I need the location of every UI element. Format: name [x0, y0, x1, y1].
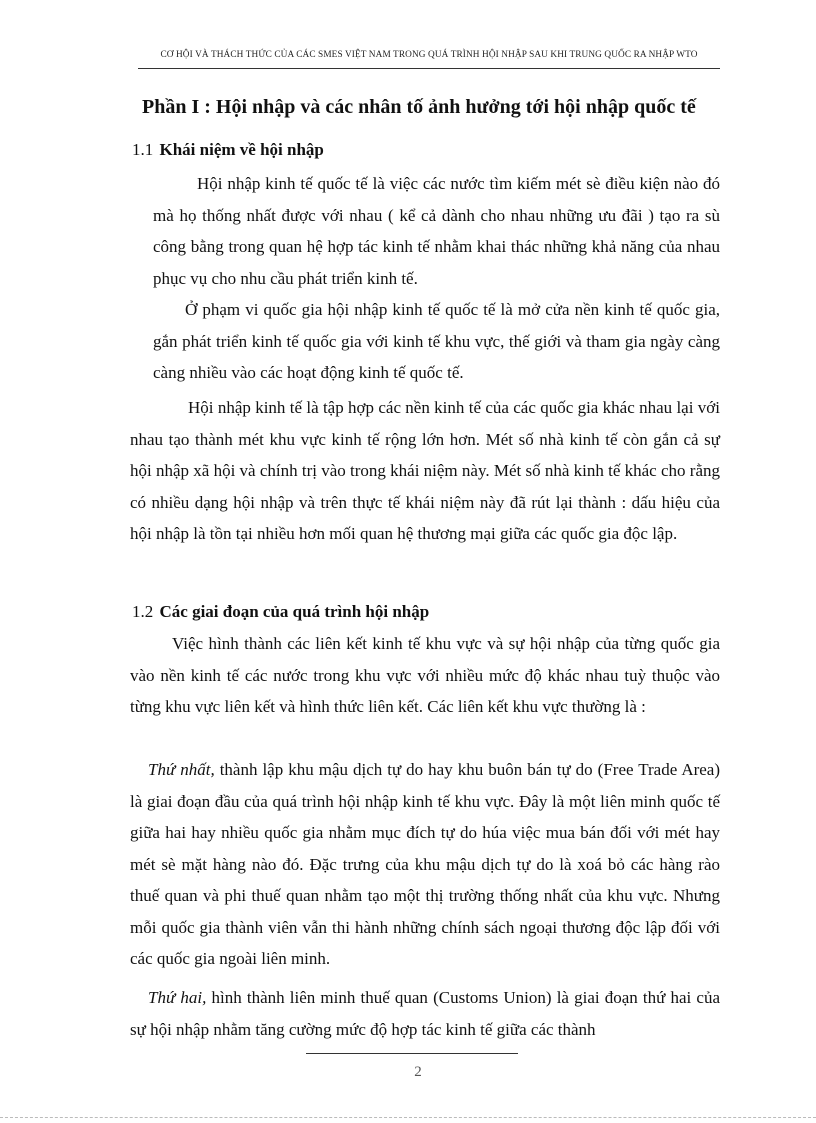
section-heading-1-1: [132, 140, 324, 160]
item-lead: Thứ hai,: [148, 988, 207, 1007]
section-number: 1.2: [132, 602, 154, 621]
footer-rule: [306, 1053, 518, 1054]
paragraph: [153, 294, 720, 389]
part-title: Phần I : Hội nhập và các nhân tố ảnh hưởng tới hội nhập quốc tế: [142, 96, 696, 118]
paragraph-text: Hội nhập kinh tế quốc tế là việc các nước tìm kiếm mét sè điều kiện nào đó mà họ thống nhất được với nhau ( kể cả dành cho nhau những ưu đãi ) tạo ra sù công bằng trong quan hệ hợp tác kinh tế nhằm khai thác những khả năng của nhau phục vụ cho nhu cầu phát triển kinh tế.: [153, 174, 720, 288]
paragraph-text: Hội nhập kinh tế là tập hợp các nền kinh tế của các quốc gia khác nhau lại với nhau tạo thành mét khu vực kinh tế rộng lớn hơn. Mét số nhà kinh tế còn gắn cả sự hội nhập xã hội và chính trị vào trong khái niệm này. Mét số nhà kinh tế khác cho rằng có nhiều dạng hội nhập và trên thực tế khái niệm này đã rút lại thành : dấu hiệu của hội nhập là tồn tại nhiều hơn mối quan hệ thương mại giữa các quốc gia độc lập.: [130, 398, 720, 543]
item-lead: Thứ nhất,: [148, 760, 215, 779]
page-bottom-border: [0, 1117, 816, 1118]
section-title: Các giai đoạn của quá trình hội nhập: [159, 602, 430, 621]
section-title: Khái niệm về hội nhập: [159, 140, 324, 159]
paragraph: [130, 628, 720, 723]
item-text: hình thành liên minh thuế quan (Customs Union) là giai đoạn thứ hai của sự hội nhập nhằm tăng cường mức độ hợp tác kinh tế giữa các thành: [130, 988, 720, 1039]
item-text: thành lập khu mậu dịch tự do hay khu buôn bán tự do (Free Trade Area) là giai đoạn đầu của quá trình hội nhập kinh tế khu vực. Đây là một liên minh quốc tế giữa hai hay nhiều quốc gia nhằm mục đích tự do húa việc mua bán đối với mét hay mét sè mặt hàng nào đó. Đặc trưng của khu mậu dịch tự do là xoá bỏ các hàng rào thuế quan và phi thuế quan nhằm tạo một thị trường thống nhất của khu vực. Nhưng mỗi quốc gia thành viên vẫn thi hành những chính sách ngoại thương độc lập đối với các quốc gia ngoài liên minh.: [130, 760, 721, 968]
paragraph: [153, 168, 720, 294]
paragraph: [130, 392, 720, 550]
section-number: 1.1: [132, 140, 154, 159]
list-item: [130, 982, 720, 1045]
paragraph-text: Ở phạm vi quốc gia hội nhập kinh tế quốc tế là mở cửa nền kinh tế quốc gia, gắn phát triển kinh tế quốc gia với kinh tế khu vực, thế giới và tham gia ngày càng càng nhiều vào các hoạt động kinh tế quốc tế.: [153, 300, 720, 382]
section-heading-1-2: [132, 602, 429, 622]
header-rule: [138, 68, 720, 69]
list-item: [130, 754, 720, 975]
page-number: 2: [414, 1064, 422, 1080]
paragraph-text: Việc hình thành các liên kết kinh tế khu vực và sự hội nhập của từng quốc gia vào nền kinh tế các nước trong khu vực với nhiều mức độ khác nhau tuỳ thuộc vào từng khu vực liên kết và hình thức liên kết. Các liên kết khu vực thường là :: [130, 634, 720, 716]
running-header: CƠ HỘI VÀ THÁCH THỨC CỦA CÁC SMES VIỆT NAM TRONG QUÁ TRÌNH HỘI NHẬP SAU KHI TRUNG QUỐC RA NHẬP WTO: [160, 50, 698, 60]
